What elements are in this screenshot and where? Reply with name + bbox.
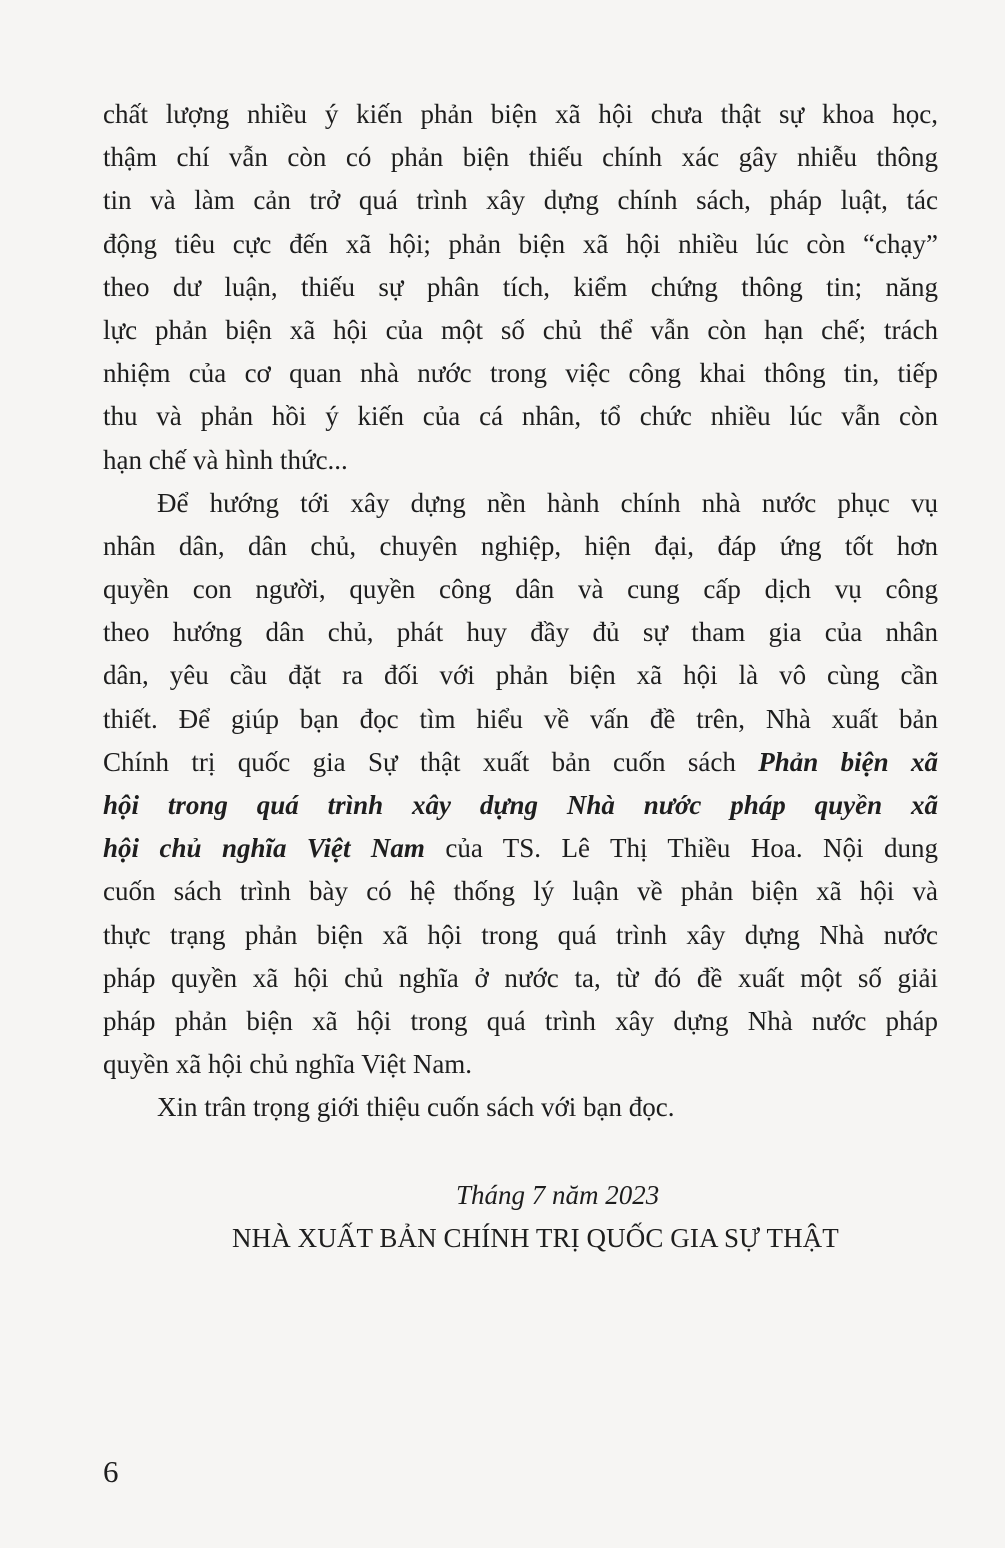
paragraph-3-line: Xin trân trọng giới thiệu cuốn sách với bạn đọc. — [157, 1092, 675, 1123]
paragraph-2-line: dân, yêu cầu đặt ra đối với phản biện xã hội là vô cùng cần — [103, 660, 938, 691]
book-title-part: hội trong quá trình xây dựng Nhà nước pháp quyền xã — [103, 790, 938, 820]
paragraph-1-line: thậm chí vẫn còn có phản biện thiếu chính xác gây nhiễu thông — [103, 142, 938, 173]
paragraph-2-line — [103, 827, 938, 870]
paragraph-2-line: Để hướng tới xây dựng nền hành chính nhà nước phục vụ — [157, 487, 938, 518]
signature-date: Tháng 7 năm 2023 — [456, 1180, 660, 1210]
paragraph-2-line: theo hướng dân chủ, phát huy đầy đủ sự tham gia của nhân — [103, 617, 938, 648]
paragraph-2-line: cuốn sách trình bày có hệ thống lý luận về phản biện xã hội và — [103, 876, 938, 907]
paragraph-1-line: tin và làm cản trở quá trình xây dựng chính sách, pháp luật, tác — [103, 185, 938, 216]
paragraph-1-line: động tiêu cực đến xã hội; phản biện xã hội nhiều lúc còn “chạy” — [103, 228, 938, 259]
paragraph-2-line: nhân dân, dân chủ, chuyên nghiệp, hiện đại, đáp ứng tốt hơn — [103, 530, 938, 561]
paragraph-2-text: của TS. Lê Thị Thiều Hoa. Nội dung — [424, 833, 938, 864]
paragraph-2-line: quyền xã hội chủ nghĩa Việt Nam. — [103, 1049, 473, 1080]
paragraph-2-line: thực trạng phản biện xã hội trong quá trình xây dựng Nhà nước — [103, 919, 938, 950]
paragraph-1-line: thu và phản hồi ý kiến của cá nhân, tổ chức nhiều lúc vẫn còn — [103, 401, 938, 432]
paragraph-2-text: Chính trị quốc gia Sự thật xuất bản cuốn sách — [103, 746, 759, 777]
paragraph-2-line: thiết. Để giúp bạn đọc tìm hiểu về vấn đề trên, Nhà xuất bản — [103, 703, 938, 734]
paragraph-2-line: pháp quyền xã hội chủ nghĩa ở nước ta, từ đó đề xuất một số giải — [103, 962, 938, 993]
page-number: 6 — [103, 1454, 119, 1489]
paragraph-1-line: nhiệm của cơ quan nhà nước trong việc công khai thông tin, tiếp — [103, 358, 938, 389]
paragraph-2-line: pháp phản biện xã hội trong quá trình xây dựng Nhà nước pháp — [103, 1005, 938, 1036]
book-title-part: hội chủ nghĩa Việt Nam — [103, 833, 425, 864]
paragraph-2-line — [103, 784, 938, 827]
paragraph-2-line: quyền con người, quyền công dân và cung cấp dịch vụ công — [103, 574, 938, 605]
signature-publisher: NHÀ XUẤT BẢN CHÍNH TRỊ QUỐC GIA SỰ THẬT — [232, 1223, 839, 1253]
paragraph-2-line — [103, 741, 938, 784]
paragraph-1-line: theo dư luận, thiếu sự phân tích, kiểm chứng thông tin; năng — [103, 271, 938, 302]
body-text — [103, 93, 938, 1130]
book-title-part: Phản biện xã — [758, 746, 938, 777]
paragraph-1-line: hạn chế và hình thức... — [103, 444, 348, 475]
paragraph-1-line: lực phản biện xã hội của một số chủ thể vẫn còn hạn chế; trách — [103, 314, 938, 345]
paragraph-1-line: chất lượng nhiều ý kiến phản biện xã hội chưa thật sự khoa học, — [103, 99, 938, 129]
